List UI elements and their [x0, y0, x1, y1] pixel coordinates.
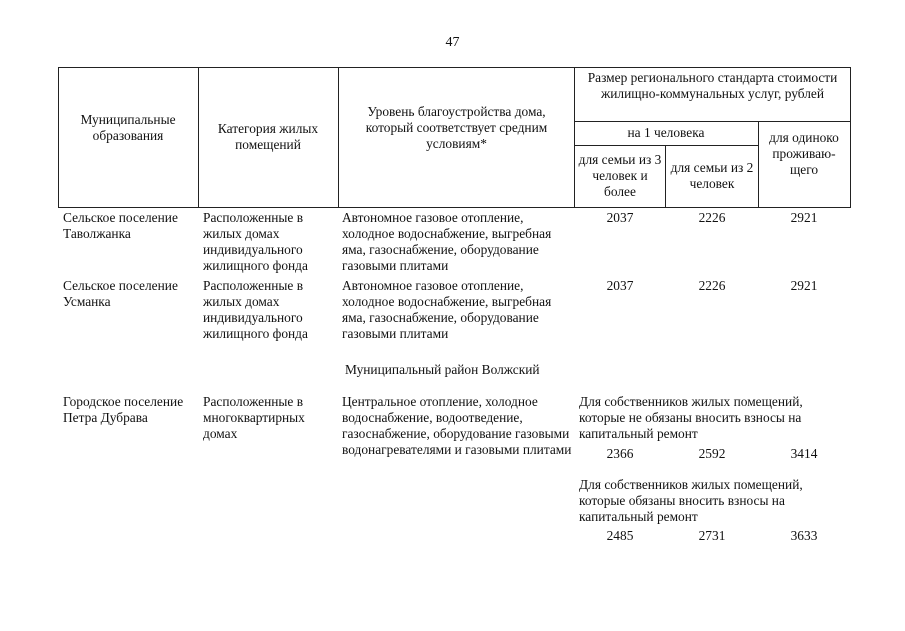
row2-level: Автономное газовое отопление, холодное водоснабжение, выгребная яма, газоснабжение, оборудование газовыми плитами	[342, 278, 552, 341]
header-category: Категория жилых помещений	[217, 121, 319, 152]
row2-municipality: Сельское поселение Усманка	[63, 278, 178, 309]
header-family2: для семьи из 2 человек	[670, 160, 754, 191]
row3-note-obliged: Для собственников жилых помещений, которые обязаны вносить взносы на капитальный ремонт	[579, 477, 803, 524]
header-standard: Размер регионального стандарта стоимости жилищно-коммунальных услуг, рублей	[587, 70, 838, 101]
row3-obliged-family3: 2485	[606, 528, 634, 543]
page-number: 47	[445, 35, 460, 50]
header-per-person: на 1 человека	[627, 125, 705, 140]
row3-category: Расположенные в многоквартирных домах	[203, 394, 305, 441]
row2-family2: 2226	[698, 278, 726, 293]
row1-municipality: Сельское поселение Таволжанка	[63, 210, 178, 241]
row3-note-not-obliged: Для собственников жилых помещений, которые не обязаны вносить взносы на капитальный ремонт	[579, 394, 803, 441]
header-municipality: Муниципальные образования	[80, 112, 176, 143]
header-level: Уровень благоустройства дома, который соответствует средним условиям*	[365, 104, 548, 151]
header-single: для одиноко проживаю-щего	[769, 130, 839, 177]
row3-not-obliged-single: 3414	[790, 446, 818, 461]
row2-single: 2921	[790, 278, 818, 293]
row1-family2: 2226	[698, 210, 726, 225]
row1-family3: 2037	[606, 210, 634, 225]
row1-category: Расположенные в жилых домах индивидуального жилищного фонда	[203, 210, 308, 273]
row3-not-obliged-family3: 2366	[606, 446, 634, 461]
row3-obliged-family2: 2731	[698, 528, 726, 543]
row3-municipality: Городское поселение Петра Дубрава	[63, 394, 184, 425]
header-family3: для семьи из 3 человек и более	[578, 152, 662, 199]
row3-not-obliged-family2: 2592	[698, 446, 726, 461]
row2-family3: 2037	[606, 278, 634, 293]
row2-category: Расположенные в жилых домах индивидуального жилищного фонда	[203, 278, 308, 341]
row1-single: 2921	[790, 210, 818, 225]
row3-level: Центральное отопление, холодное водоснабжение, водоотведение, газоснабжение, оборудование газовыми водонагревателями и газовыми плитами	[342, 394, 572, 457]
row1-level: Автономное газовое отопление, холодное водоснабжение, выгребная яма, газоснабжение, оборудование газовыми плитами	[342, 210, 552, 273]
row3-obliged-single: 3633	[790, 528, 818, 543]
section-title: Муниципальный район Волжский	[345, 362, 540, 377]
